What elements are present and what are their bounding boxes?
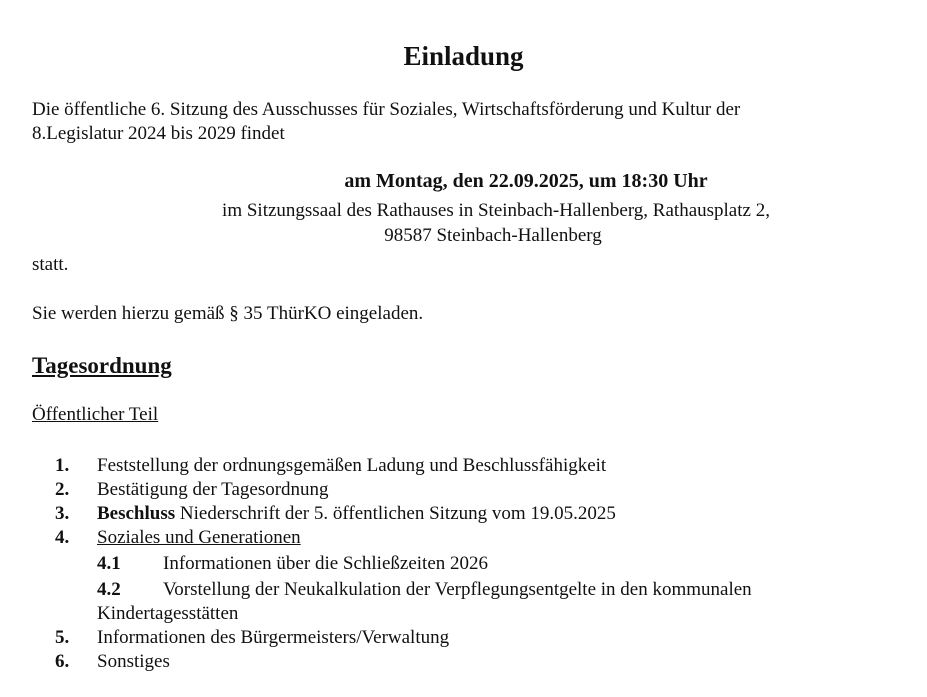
intro-paragraph (32, 98, 912, 146)
agenda-subitem-4-1 (97, 550, 915, 576)
agenda-item-number: 6. (55, 651, 70, 672)
intro-line-1: Die öffentliche 6. Sitzung des Ausschusses für Soziales, Wirtschaftsförderung und Kultur der (32, 99, 741, 120)
agenda-subitem-text: Vorstellung der Neukalkulation der Verpflegungsentgelte in den kommunalen (163, 579, 752, 600)
agenda-item-4 (55, 526, 915, 550)
agenda-heading: Tagesordnung (32, 353, 172, 378)
agenda-item-text: Sonstiges (97, 651, 170, 672)
agenda-item-number: 5. (55, 627, 70, 648)
agenda-subitem-4-2 (97, 576, 915, 602)
public-section-heading: Öffentlicher Teil (32, 404, 159, 425)
agenda-subitem-text-continued: Kindertagesstätten (97, 603, 239, 624)
agenda-item-text: Soziales und Generationen (97, 527, 301, 548)
agenda-item-text (97, 502, 616, 526)
agenda-item-rest: Niederschrift der 5. öffentlichen Sitzung vom 19.05.2025 (175, 503, 616, 524)
agenda-item-number: 1. (55, 455, 70, 476)
meeting-location-line-2: 98587 Steinbach-Hallenberg (384, 225, 602, 246)
agenda-subitem-number: 4.1 (97, 553, 121, 574)
agenda-item-number: 3. (55, 503, 70, 524)
agenda-item-number: 4. (55, 527, 70, 548)
agenda-item-bold-prefix: Beschluss (97, 503, 176, 524)
intro-line-2: 8.Legislatur 2024 bis 2029 findet (32, 123, 285, 144)
agenda-item-5 (55, 626, 915, 650)
agenda-item-text: Feststellung der ordnungsgemäßen Ladung und Beschlussfähigkeit (97, 455, 607, 476)
agenda-item-text: Bestätigung der Tagesordnung (97, 479, 329, 500)
agenda-item-6 (55, 650, 915, 674)
agenda-item-3 (55, 502, 915, 526)
agenda-subitem-text: Informationen über die Schließzeiten 2026 (163, 553, 489, 574)
statt-text: statt. (32, 254, 69, 275)
agenda-item-text: Informationen des Bürgermeisters/Verwaltung (97, 627, 450, 648)
meeting-location-line-1: im Sitzungssaal des Rathauses in Steinbach-Hallenberg, Rathausplatz 2, (222, 200, 770, 221)
meeting-date: am Montag, den 22.09.2025, um 18:30 Uhr (344, 170, 708, 192)
agenda-item-number: 2. (55, 479, 70, 500)
agenda-list (55, 454, 915, 674)
agenda-item-1 (55, 454, 915, 478)
agenda-subitem-number: 4.2 (97, 579, 121, 600)
agenda-subitems (55, 550, 915, 626)
agenda-item-2 (55, 478, 915, 502)
agenda-subitem-4-2-continued (55, 602, 915, 626)
invitation-legal-text: Sie werden hierzu gemäß § 35 ThürKO eingeladen. (32, 303, 424, 324)
document-title: Einladung (403, 41, 524, 71)
